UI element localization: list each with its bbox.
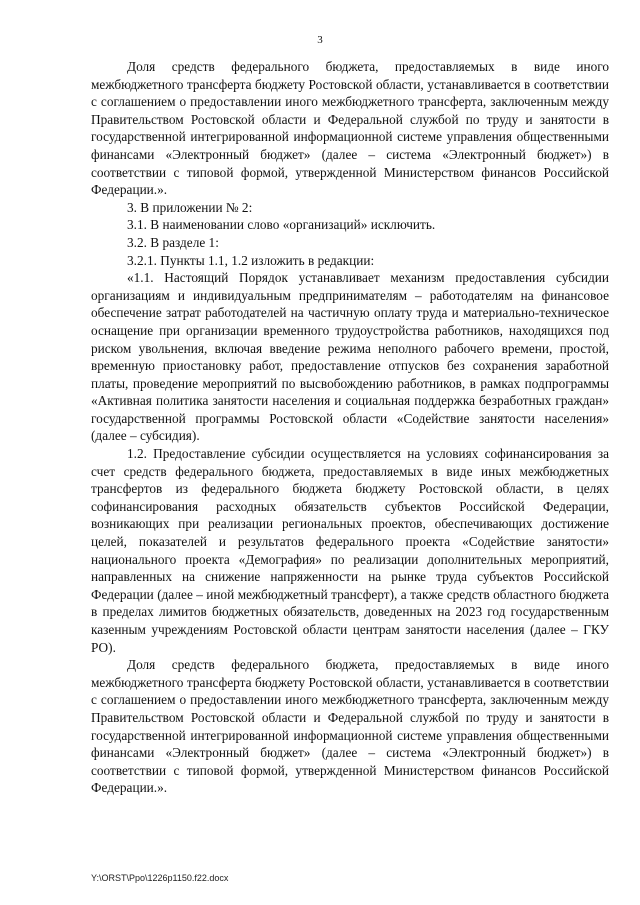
paragraph-appendix-2: 3. В приложении № 2: <box>127 199 253 215</box>
paragraph-1-2: 1.2. Предоставление субсидии осуществляется на условиях софинансирования за счет средств федерального бюджета, предоставляемых в виде иных межбюджетных трансфертов из федерального бюджета бюджету Ростовской области, в целях софинансирования расходных обязательств субъектов Российской Федерации, возникающих при реализации региональных проектов, обеспечивающих достижение целей, показателей и результатов федерального проекта «Содействие занятости» национального проекта «Демография» по реализации дополнительных мероприятий, направленных на снижение напряженности на рынке труда субъектов Российской Федерации (далее – иной межбюджетный трансферт), а также средств областного бюджета в пределах лимитов бюджетных обязательств, доведенных на 2023 год государственным казенным учреждениям Ростовской области центрам занятости населения (далее – ГКУ РО). <box>91 446 609 655</box>
paragraph-3-2-1: 3.2.1. Пункты 1.1, 1.2 изложить в редакции: <box>127 252 375 268</box>
paragraph-federal-share-2: Доля средств федерального бюджета, предоставляемых в виде иного межбюджетного трансферта бюджету Ростовской области, устанавливается в соответствии с соглашением о предоставлении иного межбюджетного трансферта, заключенным между Правительством Ростовской области и Федеральной службой по труду и занятости в государственной интегрированной информационной системе управления общественными финансами «Электронный бюджет» (далее – система «Электронный бюджет») в соответствии с типовой формой, утвержденной Министерством финансов Российской Федерации.». <box>91 657 609 796</box>
page-number: 3 <box>317 34 323 46</box>
file-path-footer: Y:\ORST\Ppo\1226p1150.f22.docx <box>91 873 229 883</box>
paragraph-3-1: 3.1. В наименовании слово «организаций» исключить. <box>127 217 436 233</box>
paragraph-1-1: «1.1. Настоящий Порядок устанавливает механизм предоставления субсидии организациям и индивидуальным предпринимателям – работодателям на финансовое обеспечение затрат работодателей на частичную оплату труда и материально-техническое оснащение при организации временного трудоустройства работников, находящихся под риском увольнения, включая введение режима неполного рабочего времени, простой, временную приостановку работ, предоставление отпусков без сохранения заработной платы, проведение мероприятий по высвобождению работников, в рамках подпрограммы «Активная политика занятости населения и социальная поддержка безработных граждан» государственной программы Ростовской области «Содействие занятости населения» (далее – субсидия). <box>91 270 609 444</box>
paragraph-federal-share-1: Доля средств федерального бюджета, предоставляемых в виде иного межбюджетного трансферта бюджету Ростовской области, устанавливается в соответствии с соглашением о предоставлении иного межбюджетного трансферта, заключенным между Правительством Ростовской области и Федеральной службой по труду и занятости в государственной интегрированной информационной системе управления общественными финансами «Электронный бюджет» (далее – система «Электронный бюджет») в соответствии с типовой формой, утвержденной Министерством финансов Российской Федерации.». <box>91 59 609 198</box>
document-body <box>91 58 609 797</box>
paragraph-3-2: 3.2. В разделе 1: <box>127 234 219 250</box>
